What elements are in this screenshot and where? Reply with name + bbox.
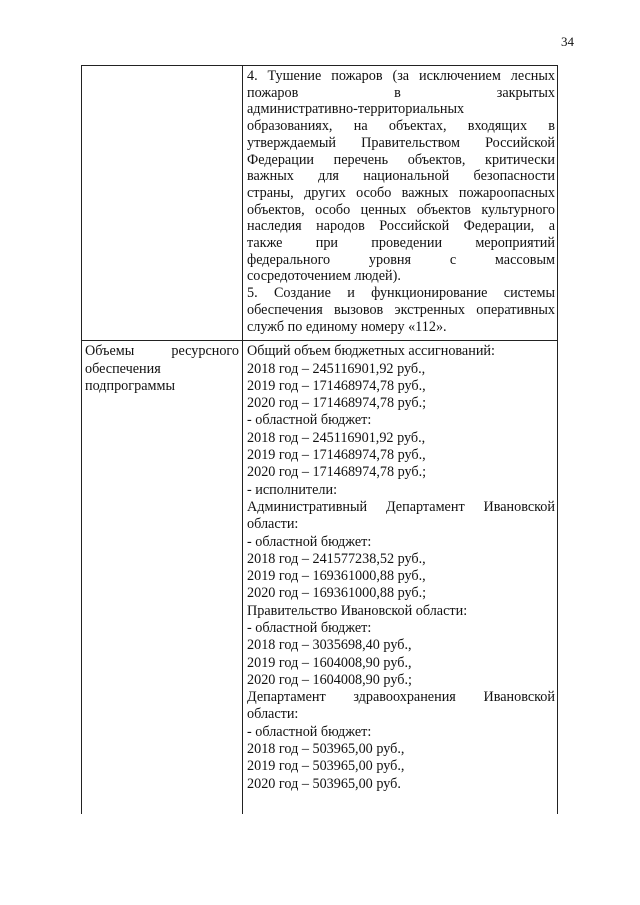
funding-line: 2020 год – 503965,00 руб.	[247, 775, 401, 792]
text-line: страны, других особо важных пожароопасных	[247, 184, 555, 201]
table-cell-label-funding	[81, 341, 243, 814]
funding-line: Правительство Ивановской области:	[247, 602, 468, 619]
funding-line: 2020 год – 171468974,78 руб.;	[247, 395, 427, 412]
funding-line: 2019 год – 171468974,78 руб.,	[247, 447, 426, 464]
funding-line: - областной бюджет:	[247, 620, 372, 636]
table-row-tasks	[81, 66, 558, 341]
funding-line: 2018 год – 245116901,92 руб.,	[247, 429, 426, 446]
text-line: обеспечения вызовов экстренных оперативных	[247, 301, 555, 318]
funding-line: Административный Департамент Ивановской	[247, 498, 555, 515]
text-line: наследия народов Российской Федерации, а	[247, 218, 555, 235]
text-line: пожаров в закрытых	[247, 84, 555, 101]
label-line: Объемы ресурсного	[85, 343, 239, 360]
table-cell-tasks	[243, 66, 558, 340]
text-line: административно-территориальных	[247, 101, 465, 118]
funding-line: 2019 год – 171468974,78 руб.,	[247, 377, 426, 394]
funding-line: 2020 год – 169361000,88 руб.;	[247, 585, 427, 602]
text-line: сосредоточением людей).	[247, 268, 401, 285]
table-cell-label-empty	[81, 66, 243, 340]
label-line: подпрограммы	[85, 377, 175, 394]
table-cell-funding	[243, 341, 558, 814]
text-line: федерального уровня с массовым	[247, 251, 555, 268]
page-number: 34	[561, 34, 574, 49]
subprogram-table	[81, 65, 558, 814]
funding-line: - исполнители:	[247, 481, 338, 498]
text-line: также при проведении мероприятий	[247, 235, 555, 252]
funding-line: - областной бюджет:	[247, 533, 372, 550]
funding-line: - областной бюджет:	[247, 412, 372, 429]
funding-line: 2018 год – 245116901,92 руб.,	[247, 360, 426, 377]
funding-line: 2019 год – 169361000,88 руб.,	[247, 568, 426, 585]
funding-line: 2020 год – 1604008,90 руб.;	[247, 671, 412, 688]
text-line: 5. Создание и функционирование системы	[247, 285, 555, 302]
text-line: важных для национальной безопасности	[247, 168, 555, 185]
table-row-funding	[81, 341, 558, 814]
funding-line: области:	[247, 706, 299, 723]
label-line: обеспечения	[85, 360, 161, 377]
funding-line: области:	[247, 516, 299, 533]
funding-line: 2018 год – 3035698,40 руб.,	[247, 637, 412, 654]
funding-line: 2019 год – 503965,00 руб.,	[247, 758, 405, 775]
text-line: утверждаемый Правительством Российской	[247, 134, 555, 151]
funding-line: 2020 год – 171468974,78 руб.;	[247, 464, 427, 481]
text-line: образованиях, на объектах, входящих в	[247, 118, 555, 135]
funding-line: 2018 год – 503965,00 руб.,	[247, 741, 405, 758]
funding-line: 2018 год – 241577238,52 руб.,	[247, 550, 426, 567]
funding-line: 2019 год – 1604008,90 руб.,	[247, 654, 412, 671]
text-line: служб по единому номеру «112».	[247, 318, 447, 335]
text-line: 4. Тушение пожаров (за исключением лесных	[247, 68, 555, 84]
funding-line: - областной бюджет:	[247, 723, 372, 740]
funding-line: Департамент здравоохранения Ивановской	[247, 689, 555, 706]
text-line: объектов, особо ценных объектов культурного	[247, 201, 555, 218]
funding-line: Общий объем бюджетных ассигнований:	[247, 343, 495, 360]
text-line: Федерации перечень объектов, критически	[247, 151, 555, 168]
